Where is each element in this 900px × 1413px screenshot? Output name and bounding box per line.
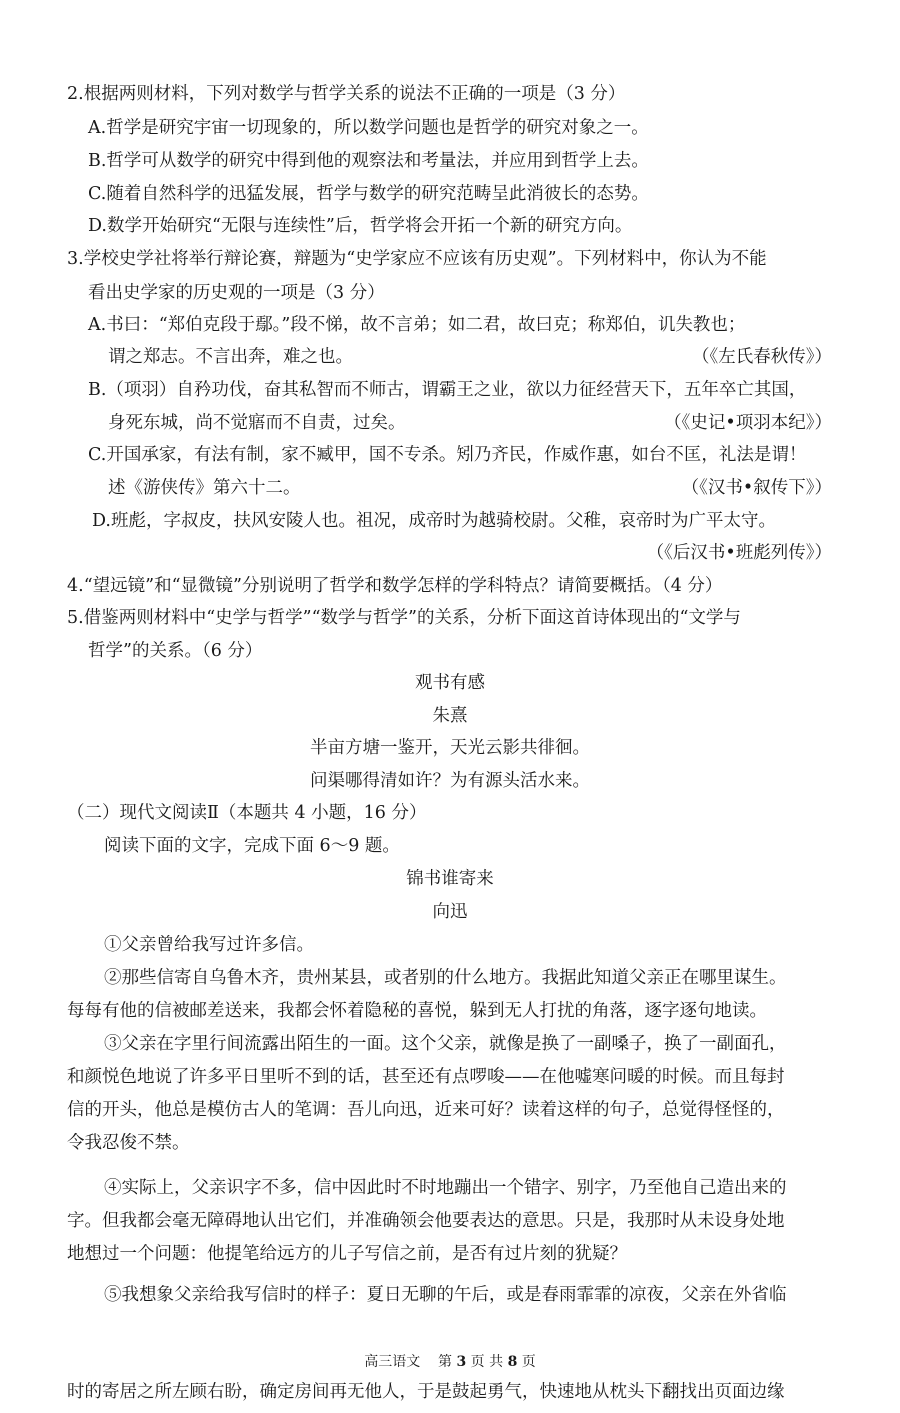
poem-line-1: 半亩方塘一鉴开，天光云影共徘徊。 bbox=[310, 738, 590, 758]
footer-page-number: 3 bbox=[456, 1354, 467, 1370]
paragraph-3-line: 信的开头，他总是模仿古人的笔调：吾儿向迅，近来可好？读着这样的句子，总觉得怪怪的， bbox=[67, 1100, 785, 1120]
q2-stem: 2.根据两则材料，下列对数学与哲学关系的说法不正确的一项是（3 分） bbox=[67, 84, 626, 104]
q3-stem-line1: 3.学校史学社将举行辩论赛，辩题为“史学家应不应该有历史观”。下列材料中，你认为不能 bbox=[67, 249, 767, 269]
q2-option-a: A.哲学是研究宇宙一切现象的，所以数学问题也是哲学的研究对象之一。 bbox=[88, 118, 649, 138]
q3-option-d-source: （《后汉书•班彪列传》） bbox=[646, 543, 832, 563]
article-title: 锦书谁寄来 bbox=[406, 869, 494, 889]
q3-option-b-line2: 身死东城，尚不觉寤而不自责，过矣。 bbox=[108, 413, 406, 433]
q3-option-c-line2: 述《游侠传》第六十二。 bbox=[108, 478, 301, 498]
q5-stem-line1: 5.借鉴两则材料中“史学与哲学”“数学与哲学”的关系，分析下面这首诗体现出的“文学与 bbox=[67, 608, 741, 628]
section-instruction: 阅读下面的文字，完成下面 6～9 题。 bbox=[104, 836, 400, 856]
paragraph-4-line: ④实际上，父亲识字不多，信中因此时不时地蹦出一个错字、别字，乃至他自己造出来的 bbox=[104, 1178, 787, 1198]
q5-stem-line2: 哲学”的关系。（6 分） bbox=[88, 641, 263, 661]
footer-page-prefix: 第 bbox=[438, 1354, 453, 1370]
poem-author: 朱熹 bbox=[432, 706, 468, 726]
q3-option-b-source: （《史记•项羽本纪》） bbox=[664, 413, 832, 433]
footer-total-pages: 8 bbox=[507, 1354, 518, 1370]
paragraph-4-line: 字。但我都会毫无障碍地认出它们，并准确领会他要表达的意思。只是，我那时从未设身处地 bbox=[67, 1211, 785, 1231]
footer-page-middle: 页 共 bbox=[470, 1354, 504, 1370]
paragraph-3-line: 令我忍俊不禁。 bbox=[67, 1133, 190, 1153]
poem-title: 观书有感 bbox=[415, 673, 485, 693]
paragraph-2-line: ②那些信寄自乌鲁木齐，贵州某县，或者别的什么地方。我据此知道父亲正在哪里谋生。 bbox=[104, 968, 787, 988]
paragraph-4-line: 地想过一个问题：他提笔给远方的儿子写信之前，是否有过片刻的犹疑？ bbox=[67, 1244, 627, 1264]
q3-option-a-line2: 谓之郑志。不言出奔，难之也。 bbox=[108, 347, 353, 367]
paragraph-3-line: ③父亲在字里行间流露出陌生的一面。这个父亲，就像是换了一副嗓子，换了一副面孔， bbox=[104, 1034, 787, 1054]
page-footer bbox=[0, 1352, 900, 1372]
article-author: 向迅 bbox=[432, 902, 468, 922]
q3-option-c-line1: C.开国承家，有法有制，家不臧甲，国不专杀。矧乃齐民，作威作惠，如台不匡，礼法是谓！ bbox=[88, 445, 807, 465]
footer-subject: 高三语文 bbox=[364, 1354, 421, 1370]
paragraph-2-line: 每每有他的信被邮差送来，我都会怀着隐秘的喜悦，躲到无人打扰的角落，逐字逐句地读。 bbox=[67, 1001, 767, 1021]
paragraph-3-line: 和颜悦色地说了许多平日里听不到的话，甚至还有点啰唆——在他嘘寒问暖的时候。而且每封 bbox=[67, 1067, 785, 1087]
footer-page-suffix: 页 bbox=[521, 1354, 536, 1370]
q4-stem: 4.“望远镜”和“显微镜”分别说明了哲学和数学怎样的学科特点？请简要概括。（4 分） bbox=[67, 576, 723, 596]
section-heading: （二）现代文阅读Ⅱ（本题共 4 小题，16 分） bbox=[67, 803, 427, 823]
q2-option-d: D.数学开始研究“无限与连续性”后，哲学将会开拓一个新的研究方向。 bbox=[88, 216, 633, 236]
poem-line-2: 问渠哪得清如许？为有源头活水来。 bbox=[310, 771, 590, 791]
q3-option-a-source: （《左氏春秋传》） bbox=[692, 347, 832, 367]
q3-stem-line2: 看出史学家的历史观的一项是（3 分） bbox=[88, 283, 385, 303]
next-page-continuation: 时的寄居之所左顾右盼，确定房间再无他人，于是鼓起勇气，快速地从枕头下翻找出页面边缘 bbox=[67, 1382, 785, 1402]
q3-option-b-line1: B.（项羽）自矜功伐，奋其私智而不师古，谓霸王之业，欲以力征经营天下，五年卒亡其国， bbox=[88, 380, 807, 400]
q3-option-c-source: （《汉书•叙传下》） bbox=[681, 478, 832, 498]
q3-option-d-line1: D.班彪，字叔皮，扶风安陵人也。祖况，成帝时为越骑校尉。父稚，哀帝时为广平太守。 bbox=[92, 511, 776, 531]
q2-option-b: B.哲学可从数学的研究中得到他的观察法和考量法，并应用到哲学上去。 bbox=[88, 151, 649, 171]
q2-option-c: C.随着自然科学的迅猛发展，哲学与数学的研究范畴呈此消彼长的态势。 bbox=[88, 184, 649, 204]
paragraph-1: ①父亲曾给我写过许多信。 bbox=[104, 935, 314, 955]
paragraph-5-line: ⑤我想象父亲给我写信时的样子：夏日无聊的午后，或是春雨霏霏的凉夜，父亲在外省临 bbox=[104, 1285, 787, 1305]
q3-option-a-line1: A.书曰：“郑伯克段于鄢。”段不悌，故不言弟；如二君，故曰克；称郑伯，讥失教也； bbox=[88, 315, 746, 335]
